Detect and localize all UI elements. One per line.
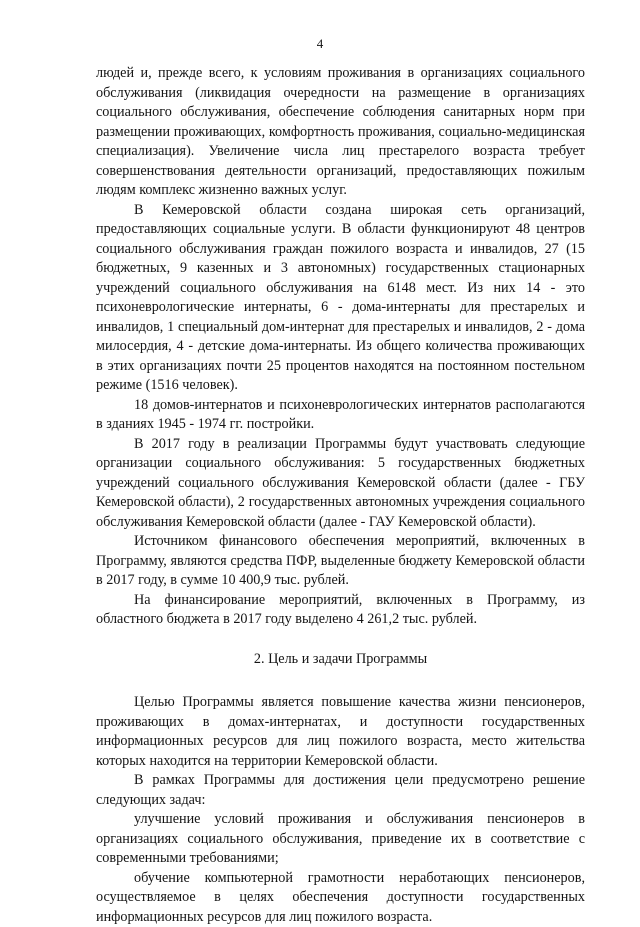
paragraph: людей и, прежде всего, к условиям проживания в организациях социального обслуживания (ликвидация очередности на размещение в организациях социального обслуживания, обеспечение соблюдения санитарных норм при размещении проживающих, комфортность проживания, социально-медицинская специализация). Увеличение числа лиц престарелого возраста требует совершенствования деятельности организаций, предоставляющих пожилым людям комплекс жизненно важных услуг. (96, 64, 585, 201)
page-number: 4 (0, 36, 640, 51)
paragraph: 18 домов-интернатов и психоневрологических интернатов располагаются в зданиях 1945 - 1974 гг. постройки. (96, 396, 585, 435)
paragraph: улучшение условий проживания и обслуживания пенсионеров в организациях социального обслуживания, приведение их в соответствие с современными требованиями; (96, 810, 585, 869)
document-body (96, 64, 585, 927)
paragraph: В рамках Программы для достижения цели предусмотрено решение следующих задач: (96, 771, 585, 810)
paragraph: В Кемеровской области создана широкая сеть организаций, предоставляющих социальные услуги. В области функционируют 48 центров социального обслуживания граждан пожилого возраста и инвалидов, 27 (15 бюджетных, 9 казенных и 3 автономных) государственных стационарных учреждений социального обслуживания на 6148 мест. Из них 14 - это психоневрологические интернаты, 6 - дома-интернаты для престарелых и инвалидов, 1 специальный дом-интернат для престарелых и инвалидов, 2 - дома милосердия, 4 - детские дома-интернаты. Из общего количества проживающих в этих организациях почти 25 процентов находятся на постоянном постельном режиме (1516 человек). (96, 201, 585, 396)
paragraph: обучение компьютерной грамотности неработающих пенсионеров, осуществляемое в целях обеспечения доступности государственных информационных ресурсов для лиц пожилого возраста. (96, 869, 585, 927)
paragraph: В 2017 году в реализации Программы будут участвовать следующие организации социального обслуживания: 5 государственных бюджетных учреждений социального обслуживания Кемеровской области (далее - ГБУ Кемеровской области), 2 государственных автономных учреждения социального обслуживания Кемеровской области (далее - ГАУ Кемеровской области). (96, 435, 585, 533)
paragraph: Источником финансового обеспечения мероприятий, включенных в Программу, являются средства ПФР, выделенные бюджету Кемеровской области в 2017 году, в сумме 10 400,9 тыс. рублей. (96, 532, 585, 591)
section-title: 2. Цель и задачи Программы (96, 650, 585, 670)
paragraph: Целью Программы является повышение качества жизни пенсионеров, проживающих в домах-интернатах, и доступности государственных информационных ресурсов для лиц пожилого возраста, место жительства которых находится на территории Кемеровской области. (96, 693, 585, 771)
paragraph: На финансирование мероприятий, включенных в Программу, из областного бюджета в 2017 году выделено 4 261,2 тыс. рублей. (96, 591, 585, 630)
